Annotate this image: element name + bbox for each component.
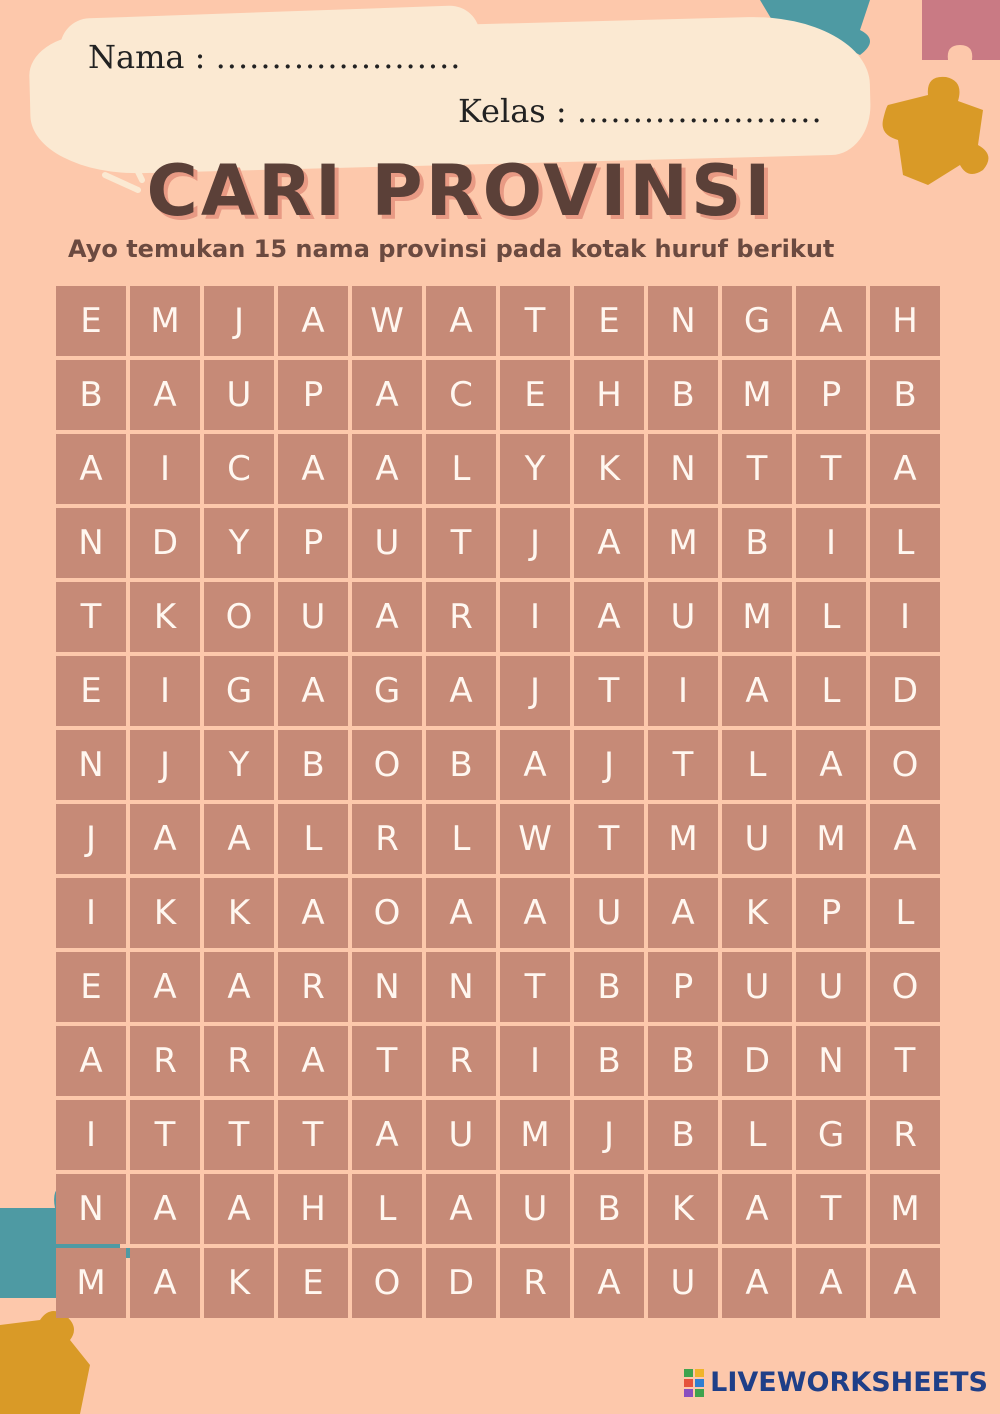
grid-cell[interactable]: A	[426, 286, 496, 356]
grid-cell[interactable]: L	[870, 878, 940, 948]
grid-cell[interactable]: W	[352, 286, 422, 356]
liveworksheets-logo-icon	[684, 1369, 704, 1397]
grid-cell[interactable]: O	[870, 952, 940, 1022]
grid-cell[interactable]: P	[278, 360, 348, 430]
grid-cell[interactable]: K	[204, 878, 274, 948]
grid-cell[interactable]: T	[278, 1100, 348, 1170]
grid-cell[interactable]: G	[722, 286, 792, 356]
grid-cell[interactable]: M	[796, 804, 866, 874]
grid-cell[interactable]: A	[426, 1174, 496, 1244]
grid-cell[interactable]: B	[574, 952, 644, 1022]
grid-cell[interactable]: N	[56, 730, 126, 800]
grid-cell[interactable]: P	[796, 360, 866, 430]
grid-cell[interactable]: B	[426, 730, 496, 800]
grid-cell[interactable]: A	[130, 952, 200, 1022]
grid-cell[interactable]: I	[648, 656, 718, 726]
grid-cell[interactable]: U	[278, 582, 348, 652]
grid-cell[interactable]: A	[796, 286, 866, 356]
grid-cell[interactable]: N	[56, 508, 126, 578]
grid-cell[interactable]: I	[56, 878, 126, 948]
grid-cell[interactable]: K	[722, 878, 792, 948]
grid-cell[interactable]: Y	[204, 730, 274, 800]
grid-cell[interactable]: L	[278, 804, 348, 874]
grid-cell[interactable]: H	[278, 1174, 348, 1244]
grid-cell[interactable]: R	[204, 1026, 274, 1096]
grid-cell[interactable]: B	[278, 730, 348, 800]
grid-cell[interactable]: A	[278, 878, 348, 948]
grid-cell[interactable]: T	[426, 508, 496, 578]
grid-cell[interactable]: A	[870, 434, 940, 504]
grid-cell[interactable]: M	[56, 1248, 126, 1318]
grid-cell[interactable]: O	[352, 878, 422, 948]
grid-cell[interactable]: G	[352, 656, 422, 726]
liveworksheets-logo-text: LIVEWORKSHEETS	[710, 1367, 988, 1398]
grid-cell[interactable]: J	[204, 286, 274, 356]
grid-cell[interactable]: T	[204, 1100, 274, 1170]
grid-cell[interactable]: J	[574, 1100, 644, 1170]
grid-cell[interactable]: B	[722, 508, 792, 578]
grid-cell[interactable]: T	[574, 804, 644, 874]
grid-cell[interactable]: M	[130, 286, 200, 356]
grid-cell[interactable]: Y	[204, 508, 274, 578]
grid-cell[interactable]: T	[796, 1174, 866, 1244]
grid-cell[interactable]: A	[426, 878, 496, 948]
grid-cell[interactable]: E	[56, 952, 126, 1022]
grid-cell[interactable]: A	[352, 434, 422, 504]
grid-cell[interactable]: J	[130, 730, 200, 800]
grid-cell[interactable]: M	[648, 804, 718, 874]
grid-cell[interactable]: R	[426, 582, 496, 652]
grid-cell[interactable]: M	[870, 1174, 940, 1244]
grid-cell[interactable]: B	[870, 360, 940, 430]
grid-cell[interactable]: D	[870, 656, 940, 726]
grid-cell[interactable]: N	[796, 1026, 866, 1096]
grid-cell[interactable]: K	[204, 1248, 274, 1318]
grid-cell[interactable]: J	[574, 730, 644, 800]
liveworksheets-logo	[684, 1367, 988, 1398]
grid-cell[interactable]: U	[722, 804, 792, 874]
grid-cell[interactable]: A	[648, 878, 718, 948]
grid-cell[interactable]: C	[426, 360, 496, 430]
grid-cell[interactable]: T	[574, 656, 644, 726]
grid-cell[interactable]: B	[574, 1174, 644, 1244]
grid-cell[interactable]: R	[426, 1026, 496, 1096]
grid-cell[interactable]: L	[796, 656, 866, 726]
grid-cell[interactable]: K	[574, 434, 644, 504]
grid-cell[interactable]: A	[130, 1174, 200, 1244]
grid-cell[interactable]: O	[870, 730, 940, 800]
grid-cell[interactable]: M	[722, 360, 792, 430]
grid-cell[interactable]: Y	[500, 434, 570, 504]
grid-cell[interactable]: T	[722, 434, 792, 504]
grid-cell[interactable]: O	[204, 582, 274, 652]
grid-cell[interactable]: A	[574, 1248, 644, 1318]
grid-cell[interactable]: E	[500, 360, 570, 430]
page-title: CARI PROVINSI	[146, 150, 774, 232]
grid-cell[interactable]: A	[56, 434, 126, 504]
grid-cell[interactable]: A	[796, 730, 866, 800]
grid-cell[interactable]: B	[648, 360, 718, 430]
grid-cell[interactable]: R	[500, 1248, 570, 1318]
grid-cell[interactable]: A	[870, 1248, 940, 1318]
grid-cell[interactable]: A	[204, 1174, 274, 1244]
grid-cell[interactable]: H	[574, 360, 644, 430]
grid-cell[interactable]: U	[796, 952, 866, 1022]
grid-cell[interactable]: A	[130, 360, 200, 430]
grid-cell[interactable]: A	[278, 434, 348, 504]
grid-cell[interactable]: U	[648, 1248, 718, 1318]
grid-cell[interactable]: I	[796, 508, 866, 578]
grid-cell[interactable]: A	[500, 730, 570, 800]
grid-cell[interactable]: O	[352, 730, 422, 800]
nama-field[interactable]	[88, 38, 461, 76]
grid-cell[interactable]: P	[648, 952, 718, 1022]
grid-cell[interactable]: G	[204, 656, 274, 726]
grid-cell[interactable]: U	[426, 1100, 496, 1170]
grid-cell[interactable]: A	[278, 1026, 348, 1096]
grid-cell[interactable]: M	[500, 1100, 570, 1170]
grid-cell[interactable]: A	[204, 952, 274, 1022]
kelas-label: Kelas :	[458, 92, 567, 130]
grid-cell[interactable]: E	[56, 656, 126, 726]
grid-cell[interactable]: R	[130, 1026, 200, 1096]
grid-cell[interactable]: D	[426, 1248, 496, 1318]
grid-cell[interactable]: L	[870, 508, 940, 578]
grid-cell[interactable]: I	[56, 1100, 126, 1170]
grid-cell[interactable]: L	[426, 434, 496, 504]
grid-cell[interactable]: A	[352, 360, 422, 430]
grid-cell[interactable]: R	[870, 1100, 940, 1170]
grid-cell[interactable]: C	[204, 434, 274, 504]
nama-label: Nama :	[88, 38, 206, 76]
grid-cell[interactable]: N	[648, 434, 718, 504]
grid-cell[interactable]: I	[130, 434, 200, 504]
grid-cell[interactable]: I	[500, 582, 570, 652]
grid-cell[interactable]: T	[130, 1100, 200, 1170]
grid-cell[interactable]: T	[500, 952, 570, 1022]
grid-cell[interactable]: T	[352, 1026, 422, 1096]
grid-cell[interactable]: A	[796, 1248, 866, 1318]
grid-cell[interactable]: U	[722, 952, 792, 1022]
grid-cell[interactable]: I	[500, 1026, 570, 1096]
grid-cell[interactable]: N	[648, 286, 718, 356]
grid-cell[interactable]: K	[130, 582, 200, 652]
grid-cell[interactable]: T	[56, 582, 126, 652]
grid-cell[interactable]: M	[722, 582, 792, 652]
grid-cell[interactable]: A	[204, 804, 274, 874]
grid-cell[interactable]: M	[648, 508, 718, 578]
grid-cell[interactable]: T	[796, 434, 866, 504]
grid-cell[interactable]: J	[500, 508, 570, 578]
grid-cell[interactable]: B	[574, 1026, 644, 1096]
grid-cell[interactable]: A	[574, 508, 644, 578]
grid-cell[interactable]: A	[278, 286, 348, 356]
grid-cell[interactable]: U	[574, 878, 644, 948]
grid-cell[interactable]: A	[130, 804, 200, 874]
grid-cell[interactable]: E	[56, 286, 126, 356]
grid-cell[interactable]: A	[722, 1248, 792, 1318]
grid-cell[interactable]: N	[426, 952, 496, 1022]
grid-cell[interactable]: J	[56, 804, 126, 874]
grid-cell[interactable]: R	[278, 952, 348, 1022]
grid-cell[interactable]: B	[648, 1026, 718, 1096]
grid-cell[interactable]: B	[648, 1100, 718, 1170]
grid-cell[interactable]: L	[722, 1100, 792, 1170]
grid-cell[interactable]: D	[130, 508, 200, 578]
grid-cell[interactable]: A	[500, 878, 570, 948]
instructions-subtitle: Ayo temukan 15 nama provinsi pada kotak huruf berikut	[68, 235, 835, 263]
grid-cell[interactable]: I	[870, 582, 940, 652]
grid-cell[interactable]: R	[352, 804, 422, 874]
mustard-puzzle-piece-bottom	[0, 1305, 100, 1414]
grid-cell[interactable]: L	[722, 730, 792, 800]
grid-cell[interactable]: U	[204, 360, 274, 430]
grid-cell[interactable]: T	[500, 286, 570, 356]
grid-cell[interactable]: O	[352, 1248, 422, 1318]
grid-cell[interactable]: A	[870, 804, 940, 874]
kelas-field[interactable]	[458, 92, 823, 130]
grid-cell[interactable]: N	[56, 1174, 126, 1244]
pink-puzzle-piece	[912, 0, 1000, 70]
grid-cell[interactable]: J	[500, 656, 570, 726]
grid-cell[interactable]: U	[352, 508, 422, 578]
grid-cell[interactable]: D	[722, 1026, 792, 1096]
grid-cell[interactable]: L	[352, 1174, 422, 1244]
grid-cell[interactable]: G	[796, 1100, 866, 1170]
grid-cell[interactable]: T	[648, 730, 718, 800]
grid-cell[interactable]: A	[130, 1248, 200, 1318]
grid-cell[interactable]: A	[722, 1174, 792, 1244]
grid-cell[interactable]: K	[648, 1174, 718, 1244]
grid-cell[interactable]: U	[648, 582, 718, 652]
grid-cell[interactable]: B	[56, 360, 126, 430]
grid-cell[interactable]: A	[722, 656, 792, 726]
word-search-grid	[56, 286, 940, 1318]
grid-cell[interactable]: H	[870, 286, 940, 356]
grid-cell[interactable]: A	[574, 582, 644, 652]
grid-cell[interactable]: E	[278, 1248, 348, 1318]
grid-cell[interactable]: I	[130, 656, 200, 726]
grid-cell[interactable]: L	[426, 804, 496, 874]
grid-cell[interactable]: P	[796, 878, 866, 948]
grid-cell[interactable]: A	[352, 1100, 422, 1170]
grid-cell[interactable]: A	[426, 656, 496, 726]
grid-cell[interactable]: T	[870, 1026, 940, 1096]
nama-dots: ......................	[215, 38, 462, 76]
grid-cell[interactable]: A	[278, 656, 348, 726]
grid-cell[interactable]: P	[278, 508, 348, 578]
grid-cell[interactable]: U	[500, 1174, 570, 1244]
kelas-dots: ......................	[576, 92, 823, 130]
grid-cell[interactable]: K	[130, 878, 200, 948]
grid-cell[interactable]: L	[796, 582, 866, 652]
grid-cell[interactable]: W	[500, 804, 570, 874]
grid-cell[interactable]: A	[56, 1026, 126, 1096]
grid-cell[interactable]: N	[352, 952, 422, 1022]
grid-cell[interactable]: E	[574, 286, 644, 356]
grid-cell[interactable]: A	[352, 582, 422, 652]
